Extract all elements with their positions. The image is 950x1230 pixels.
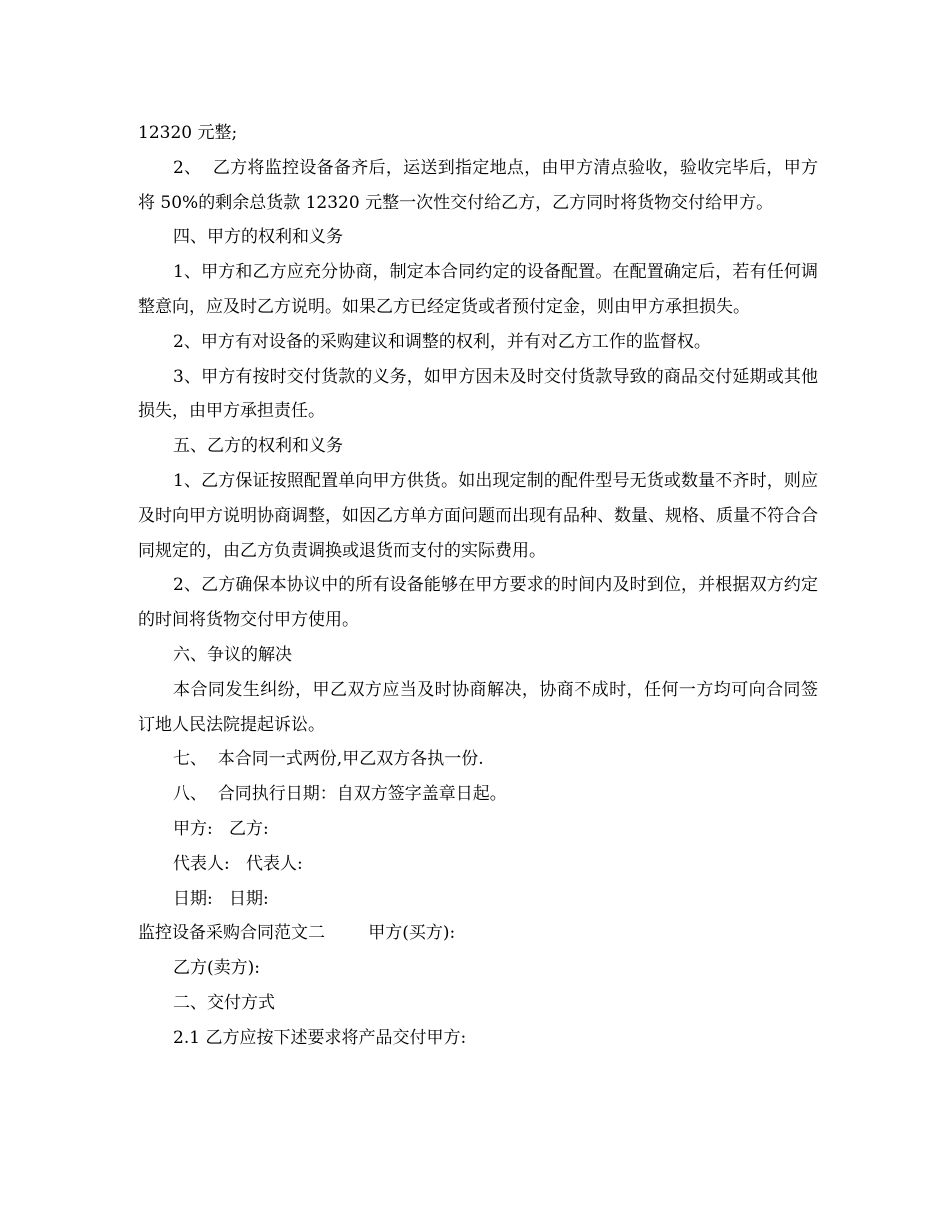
clause-8: 八、 合同执行日期：自双方签字盖章日起。 bbox=[173, 784, 507, 805]
section-heading-4: 四、甲方的权利和义务 bbox=[173, 227, 343, 248]
section-heading-delivery: 二、交付方式 bbox=[173, 992, 275, 1013]
paragraph-delivery-2-1: 2.1 乙方应按下述要求将产品交付甲方: bbox=[173, 1027, 467, 1048]
clause-7: 七、 本合同一式两份,甲乙双方各执一份. bbox=[173, 749, 484, 770]
signature-dates: 日期: 日期: bbox=[173, 888, 269, 909]
paragraph-4: 1、甲方和乙方应充分协商，制定本合同约定的设备配置。在配置确定后，若有任何调整意向，应及时乙方说明。如果乙方已经定货或者预付定金，则由甲方承担损失。 bbox=[138, 262, 818, 317]
document-body bbox=[138, 116, 818, 1056]
signature-parties: 甲方: 乙方: bbox=[173, 818, 269, 839]
signature-representatives: 代表人: 代表人: bbox=[173, 853, 303, 874]
paragraph-8: 1、乙方保证按照配置单向甲方供货。如出现定制的配件型号无货或数量不齐时，则应及时向甲方说明协商调整，如因乙方单方面问题而出现有品种、数量、规格、质量不符合合同规定的，由乙方负责调换或退货而支付的实际费用。 bbox=[138, 470, 818, 561]
section-heading-5: 五、乙方的权利和义务 bbox=[173, 436, 343, 457]
paragraph-9: 2、乙方确保本协议中的所有设备能够在甲方要求的时间内及时到位，并根据双方约定的时间将货物交付甲方使用。 bbox=[138, 575, 818, 631]
paragraph-6: 3、甲方有按时交付货款的义务，如甲方因未及时交付货款导致的商品交付延期或其他损失，由甲方承担责任。 bbox=[138, 366, 818, 422]
section-heading-6: 六、争议的解决 bbox=[173, 644, 292, 665]
contract-two-title: 监控设备采购合同范文二 甲方(买方): bbox=[138, 923, 456, 944]
paragraph-2: 2、 乙方将监控设备备齐后，运送到指定地点，由甲方清点验收，验收完毕后，甲方将 50%的剩余总货款 12320 元整一次性交付给乙方，乙方同时将货物交付给甲方。 bbox=[138, 157, 818, 213]
seller-line: 乙方(卖方): bbox=[173, 958, 260, 979]
paragraph-1: 12320 元整; bbox=[138, 123, 238, 143]
paragraph-5: 2、甲方有对设备的采购建议和调整的权利，并有对乙方工作的监督权。 bbox=[173, 331, 711, 352]
paragraph-11: 本合同发生纠纷，甲乙双方应当及时协商解决，协商不成时，任何一方均可向合同签订地人民法院提起诉讼。 bbox=[138, 679, 818, 735]
